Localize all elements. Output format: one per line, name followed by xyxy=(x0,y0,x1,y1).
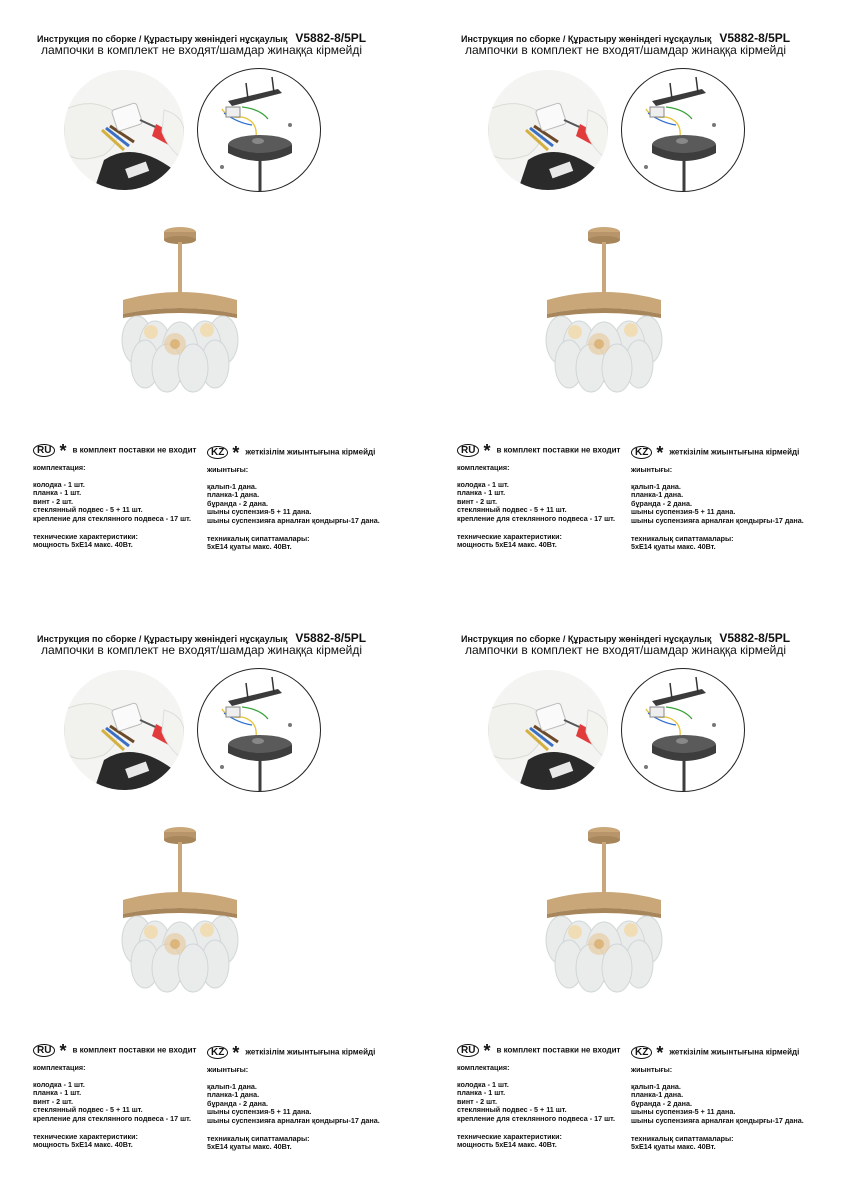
kz-kit-heading: жиынтығы: xyxy=(631,1065,673,1074)
kz-tech-heading: техникалық сипаттамалары: xyxy=(207,533,310,543)
ru-item: винт - 2 шт. xyxy=(33,1096,73,1106)
asterisk-icon: * xyxy=(656,1042,664,1063)
wiring-photo xyxy=(64,70,184,190)
kz-tech: 5хЕ14 қуаты макс. 40Вт. xyxy=(631,1142,716,1152)
ru-item: стеклянный подвес - 5 + 11 шт. xyxy=(457,1105,567,1115)
ru-item: планка - 1 шт. xyxy=(457,1088,506,1098)
kz-item: шыны суспензияға арналған қондырғы-17 дана. xyxy=(631,1115,804,1125)
kz-item: қалып-1 дана. xyxy=(207,1081,257,1091)
ru-item: планка - 1 шт. xyxy=(457,488,506,498)
chandelier-image xyxy=(539,222,669,397)
asterisk-icon: * xyxy=(483,440,491,461)
ru-tech: мощность 5хЕ14 макс. 40Вт. xyxy=(457,1140,557,1150)
kz-badge: KZ xyxy=(207,1046,228,1059)
ru-spec xyxy=(33,464,191,550)
ru-item: планка - 1 шт. xyxy=(33,1088,82,1098)
kz-note: KZ * жеткізілім жиынтығына кірмейді xyxy=(207,1046,375,1059)
ru-item: винт - 2 шт. xyxy=(33,496,73,506)
ru-kit-heading: комплектация: xyxy=(33,463,86,472)
ru-item: крепление для стеклянного подвеса - 17 шт. xyxy=(457,513,615,523)
asterisk-icon: * xyxy=(59,1040,67,1061)
ru-item: стеклянный подвес - 5 + 11 шт. xyxy=(33,505,143,515)
kz-tech-heading: техникалық сипаттамалары: xyxy=(631,1133,734,1143)
kz-item: бұранда - 2 дана. xyxy=(207,1098,269,1108)
kz-item: бұранда - 2 дана. xyxy=(631,1098,693,1108)
instruction-sheet xyxy=(0,0,424,600)
asterisk-icon: * xyxy=(483,1040,491,1061)
kz-note: KZ * жеткізілім жиынтығына кірмейді xyxy=(631,446,799,459)
kz-spec xyxy=(207,466,380,552)
asterisk-icon: * xyxy=(232,1042,240,1063)
instruction-title: Инструкция по сборке / Құрастыру жөніндегі нұсқаулық V5882-8/5PL xyxy=(461,631,791,645)
ru-tech-heading: технические характеристики: xyxy=(457,1131,562,1141)
mounting-diagram xyxy=(621,668,745,792)
ru-item: крепление для стеклянного подвеса - 17 шт. xyxy=(33,1113,191,1123)
instruction-title: Инструкция по сборке / Құрастыру жөніндегі нұсқаулық V5882-8/5PL xyxy=(37,631,367,645)
kz-badge: KZ xyxy=(631,1046,652,1059)
asterisk-icon: * xyxy=(232,442,240,463)
ru-tech-heading: технические характеристики: xyxy=(33,531,138,541)
kz-item: шыны суспензия-5 + 11 дана. xyxy=(631,507,736,517)
ru-badge: RU xyxy=(33,1044,55,1057)
ru-item: крепление для стеклянного подвеса - 17 шт. xyxy=(33,513,191,523)
kz-tech: 5хЕ14 қуаты макс. 40Вт. xyxy=(207,542,292,552)
wiring-photo xyxy=(64,670,184,790)
kz-item: планка-1 дана. xyxy=(207,490,260,500)
kz-item: бұранда - 2 дана. xyxy=(207,498,269,508)
ru-note: RU * в комплект поставки не входит xyxy=(457,1044,620,1057)
ru-kit-heading: комплектация: xyxy=(457,1063,510,1072)
mounting-diagram xyxy=(621,68,745,192)
kz-note: KZ * жеткізілім жиынтығына кірмейді xyxy=(207,446,375,459)
ru-item: винт - 2 шт. xyxy=(457,1096,497,1106)
ru-item: винт - 2 шт. xyxy=(457,496,497,506)
bulbs-note: лампочки в комплект не входят/шамдар жинаққа кірмейді xyxy=(465,643,787,657)
kz-item: шыны суспензияға арналған қондырғы-17 дана. xyxy=(631,515,804,525)
mounting-diagram xyxy=(197,68,321,192)
kz-item: шыны суспензия-5 + 11 дана. xyxy=(207,507,312,517)
instruction-title: Инструкция по сборке / Құрастыру жөніндегі нұсқаулық V5882-8/5PL xyxy=(461,31,791,45)
kz-kit-heading: жиынтығы: xyxy=(631,465,673,474)
kz-note: KZ * жеткізілім жиынтығына кірмейді xyxy=(631,1046,799,1059)
mounting-diagram xyxy=(197,668,321,792)
kz-item: қалып-1 дана. xyxy=(207,481,257,491)
ru-tech: мощность 5хЕ14 макс. 40Вт. xyxy=(457,540,557,550)
kz-kit-heading: жиынтығы: xyxy=(207,1065,249,1074)
kz-item: шыны суспензияға арналған қондырғы-17 дана. xyxy=(207,1115,380,1125)
bulbs-note: лампочки в комплект не входят/шамдар жинаққа кірмейді xyxy=(465,43,787,57)
kz-kit-heading: жиынтығы: xyxy=(207,465,249,474)
asterisk-icon: * xyxy=(656,442,664,463)
ru-tech-heading: технические характеристики: xyxy=(457,531,562,541)
kz-item: шыны суспензия-5 + 11 дана. xyxy=(207,1107,312,1117)
chandelier-image xyxy=(115,822,245,997)
ru-item: крепление для стеклянного подвеса - 17 шт. xyxy=(457,1113,615,1123)
ru-spec xyxy=(33,1064,191,1150)
kz-item: қалып-1 дана. xyxy=(631,1081,681,1091)
kz-item: бұранда - 2 дана. xyxy=(631,498,693,508)
kz-tech: 5хЕ14 қуаты макс. 40Вт. xyxy=(207,1142,292,1152)
kz-item: қалып-1 дана. xyxy=(631,481,681,491)
ru-note: RU * в комплект поставки не входит xyxy=(33,1044,196,1057)
kz-item: планка-1 дана. xyxy=(631,490,684,500)
instruction-title: Инструкция по сборке / Құрастыру жөніндегі нұсқаулық V5882-8/5PL xyxy=(37,31,367,45)
kz-item: планка-1 дана. xyxy=(207,1090,260,1100)
asterisk-icon: * xyxy=(59,440,67,461)
kz-item: шыны суспензияға арналған қондырғы-17 дана. xyxy=(207,515,380,525)
kz-item: планка-1 дана. xyxy=(631,1090,684,1100)
ru-item: колодка - 1 шт. xyxy=(457,479,509,489)
model-number: V5882-8/5PL xyxy=(719,31,791,45)
ru-item: планка - 1 шт. xyxy=(33,488,82,498)
bulbs-note: лампочки в комплект не входят/шамдар жинаққа кірмейді xyxy=(41,43,363,57)
ru-item: колодка - 1 шт. xyxy=(33,479,85,489)
instruction-sheet xyxy=(424,600,848,1200)
ru-item: колодка - 1 шт. xyxy=(457,1079,509,1089)
kz-spec xyxy=(631,1066,804,1152)
ru-item: стеклянный подвес - 5 + 11 шт. xyxy=(457,505,567,515)
ru-note: RU * в комплект поставки не входит xyxy=(457,444,620,457)
ru-badge: RU xyxy=(457,1044,479,1057)
ru-item: стеклянный подвес - 5 + 11 шт. xyxy=(33,1105,143,1115)
ru-kit-heading: комплектация: xyxy=(457,463,510,472)
ru-spec xyxy=(457,1064,615,1150)
kz-badge: KZ xyxy=(207,446,228,459)
wiring-photo xyxy=(488,70,608,190)
kz-spec xyxy=(207,1066,380,1152)
kz-spec xyxy=(631,466,804,552)
ru-badge: RU xyxy=(457,444,479,457)
chandelier-image xyxy=(115,222,245,397)
model-number: V5882-8/5PL xyxy=(295,31,367,45)
kz-badge: KZ xyxy=(631,446,652,459)
wiring-photo xyxy=(488,670,608,790)
ru-spec xyxy=(457,464,615,550)
ru-tech: мощность 5хЕ14 макс. 40Вт. xyxy=(33,1140,133,1150)
kz-tech: 5хЕ14 қуаты макс. 40Вт. xyxy=(631,542,716,552)
bulbs-note: лампочки в комплект не входят/шамдар жинаққа кірмейді xyxy=(41,643,363,657)
model-number: V5882-8/5PL xyxy=(295,631,367,645)
instruction-sheet xyxy=(424,0,848,600)
ru-tech-heading: технические характеристики: xyxy=(33,1131,138,1141)
kz-item: шыны суспензия-5 + 11 дана. xyxy=(631,1107,736,1117)
ru-kit-heading: комплектация: xyxy=(33,1063,86,1072)
instruction-sheet xyxy=(0,600,424,1200)
kz-tech-heading: техникалық сипаттамалары: xyxy=(631,533,734,543)
model-number: V5882-8/5PL xyxy=(719,631,791,645)
kz-tech-heading: техникалық сипаттамалары: xyxy=(207,1133,310,1143)
ru-badge: RU xyxy=(33,444,55,457)
chandelier-image xyxy=(539,822,669,997)
ru-item: колодка - 1 шт. xyxy=(33,1079,85,1089)
ru-note: RU * в комплект поставки не входит xyxy=(33,444,196,457)
ru-tech: мощность 5хЕ14 макс. 40Вт. xyxy=(33,540,133,550)
